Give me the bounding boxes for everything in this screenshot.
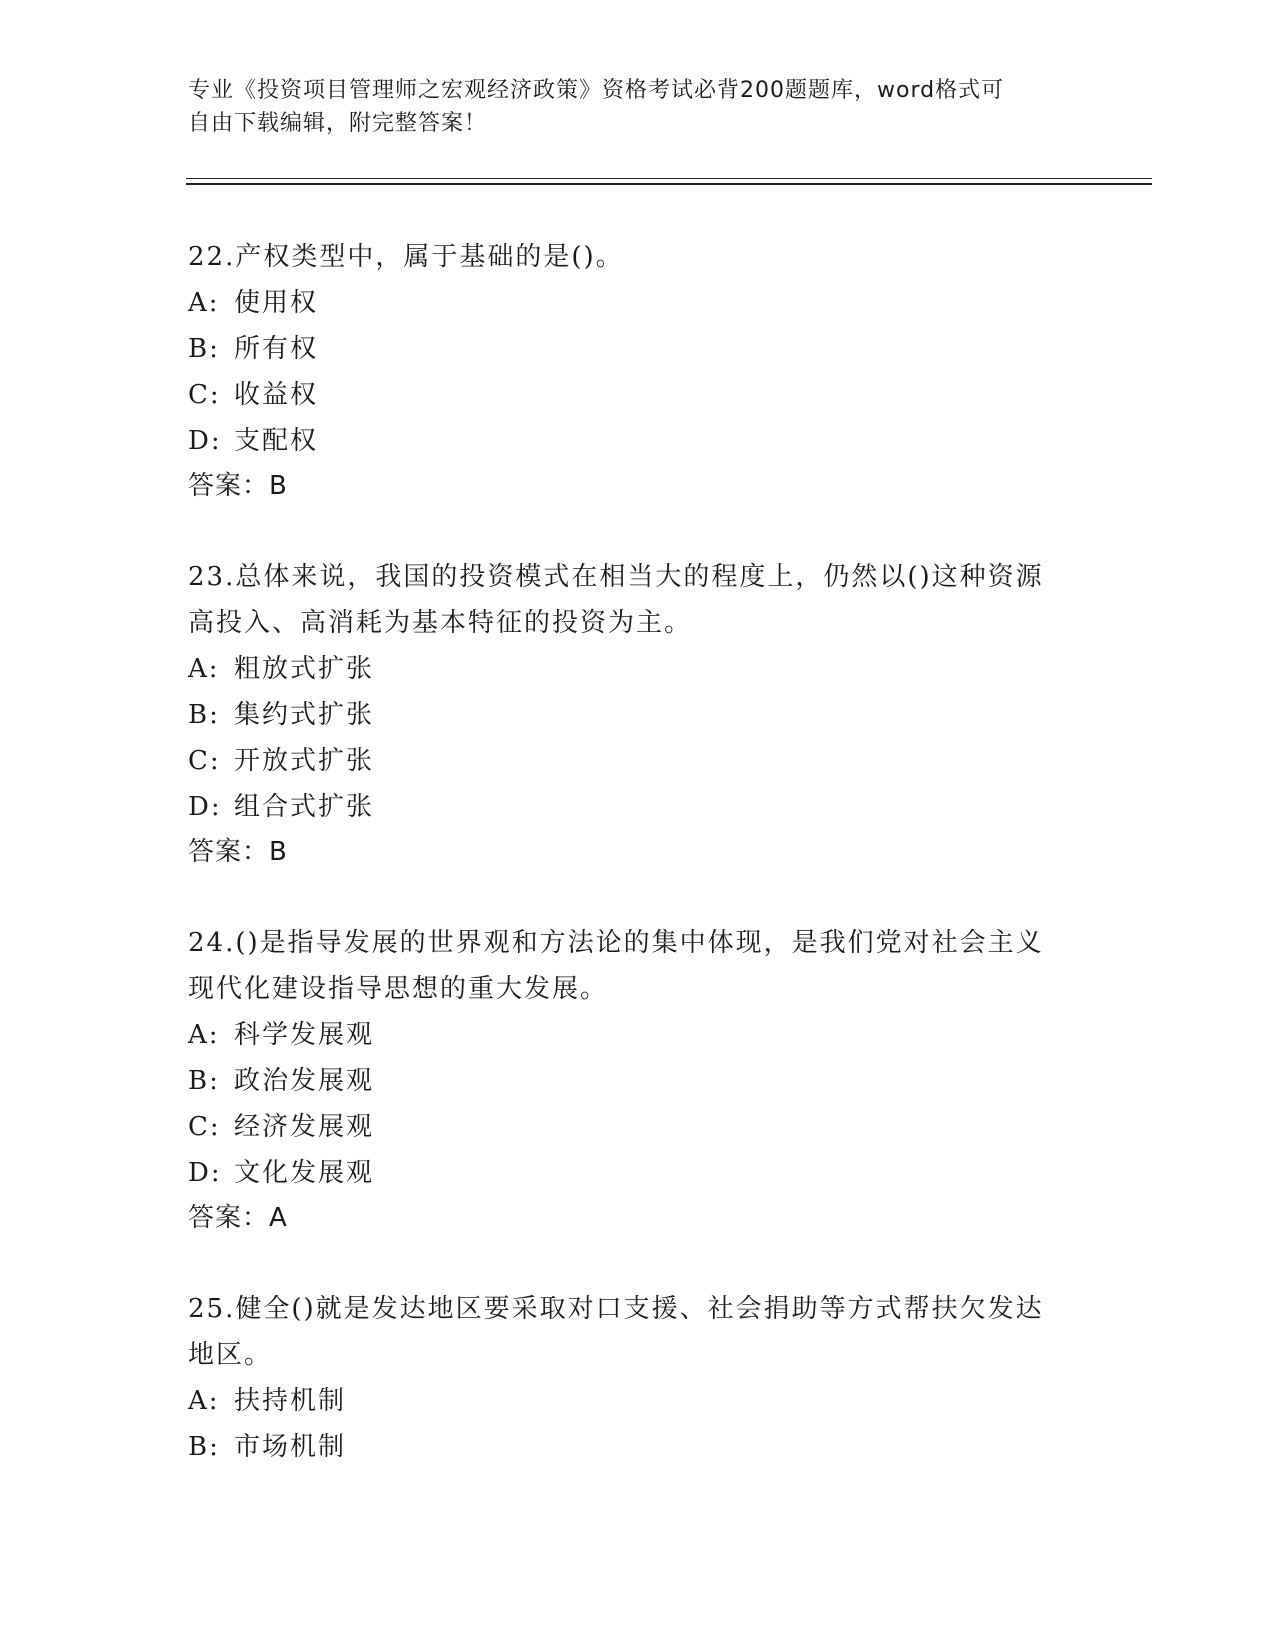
option-letter: A: [188,654,220,684]
header-line-1: 专业《投资项目管理师之宏观经济政策》资格考试必背200题题库，word格式可 [188,78,1005,103]
option-text: 支配权 [234,426,319,456]
option-text: 政治发展观 [234,1066,375,1096]
option-a [188,1012,1088,1058]
question-stem-line-2: 高投入、高消耗为基本特征的投资为主。 [188,608,693,638]
option-a [188,1378,1088,1424]
answer-line: 答案：B [188,837,288,867]
option-text: 粗放式扩张 [234,654,375,684]
question-stem-line-2: 现代化建设指导思想的重大发展。 [188,974,609,1004]
option-text: 市场机制 [234,1432,347,1462]
option-text: 组合式扩张 [234,792,375,822]
question-gap [188,1240,1088,1286]
question-stem-line-1: 25.健全()就是发达地区要采取对口支援、社会捐助等方式帮扶欠发达 [188,1294,1044,1324]
header-rule-thin [186,178,1152,179]
option-b [188,1058,1088,1104]
option-letter: A: [188,1386,220,1416]
option-d [188,1150,1088,1196]
question-gap [188,508,1088,554]
option-letter: D: [188,792,222,822]
option-b [188,326,1088,372]
option-b [188,692,1088,738]
option-letter: B: [188,700,220,730]
question-23 [188,554,1088,874]
document-header [188,74,1068,140]
option-letter: B: [188,334,220,364]
question-stem-line-1: 24.()是指导发展的世界观和方法论的集中体现，是我们党对社会主义 [188,928,1044,958]
question-22 [188,234,1088,508]
option-text: 收益权 [234,380,319,410]
option-text: 集约式扩张 [234,700,375,730]
question-25 [188,1286,1088,1470]
header-rule-thick [186,183,1152,185]
option-text: 扶持机制 [234,1386,347,1416]
option-letter: C: [188,380,221,410]
option-text: 科学发展观 [234,1020,375,1050]
header-line-2: 自由下载编辑，附完整答案！ [188,111,488,136]
option-c [188,372,1088,418]
option-letter: D: [188,426,222,456]
option-letter: B: [188,1066,220,1096]
option-text: 经济发展观 [234,1112,375,1142]
question-gap [188,874,1088,920]
option-text: 文化发展观 [234,1158,375,1188]
answer-line: 答案：B [188,471,288,501]
option-letter: C: [188,1112,221,1142]
question-list [188,234,1088,1470]
option-c [188,1104,1088,1150]
option-letter: A: [188,288,220,318]
question-stem-line-1: 23.总体来说，我国的投资模式在相当大的程度上，仍然以()这种资源 [188,562,1044,592]
option-letter: C: [188,746,221,776]
option-letter: D: [188,1158,222,1188]
question-stem-line-2: 地区。 [188,1340,273,1370]
option-letter: A: [188,1020,220,1050]
option-text: 开放式扩张 [234,746,375,776]
option-c [188,738,1088,784]
option-a [188,646,1088,692]
answer-line: 答案：A [188,1203,288,1233]
question-24 [188,920,1088,1240]
option-text: 使用权 [234,288,319,318]
option-d [188,418,1088,464]
option-a [188,280,1088,326]
question-stem: 22.产权类型中，属于基础的是()。 [188,242,624,272]
option-text: 所有权 [234,334,319,364]
option-letter: B: [188,1432,220,1462]
option-b [188,1424,1088,1470]
option-d [188,784,1088,830]
